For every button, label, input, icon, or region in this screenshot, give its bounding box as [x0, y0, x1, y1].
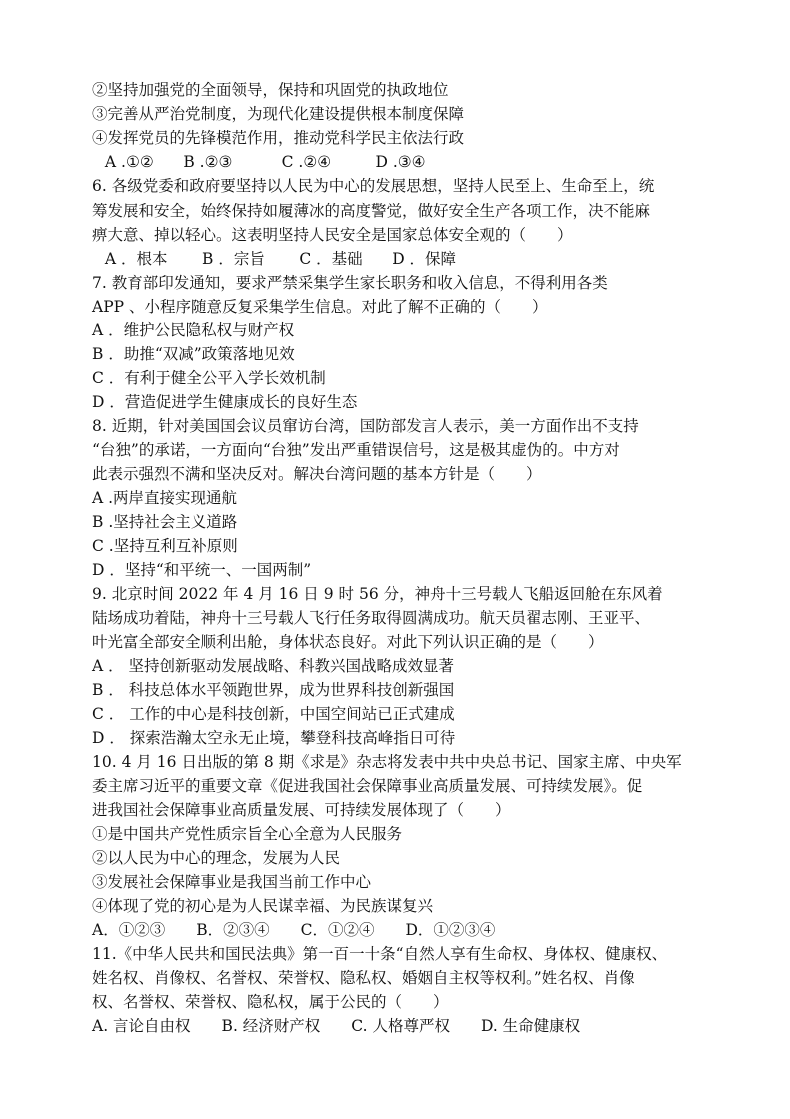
text-line: 此表示强烈不满和坚决反对。解决台湾问题的基本方针是（ ） [92, 465, 542, 483]
statement: ②以人民为中心的理念，发展为人民 [92, 849, 341, 867]
options-row: A. 言论自由权 B. 经济财产权 C. 人格尊严权 D. 生命健康权 [92, 1017, 581, 1035]
options-row: A ．根本 B ．宗旨 C ．基础 D ．保障 [100, 250, 457, 268]
text-line: 痹大意、掉以轻心。这表明坚持人民安全是国家总体安全观的（ ） [92, 226, 573, 244]
text-line: 叶光富全部安全顺利出舱，身体状态良好。对此下列认识正确的是（ ） [92, 633, 604, 651]
option: C ．有利于健全公平入学长效机制 [92, 369, 326, 387]
text-line: APP 、小程序随意反复采集学生信息。对此了解不正确的（ ） [92, 298, 548, 316]
text-line: 姓名权、肖像权、名誉权、荣誉权、隐私权、婚姻自主权等权利。”姓名权、肖像 [92, 969, 635, 987]
option: D ． 探索浩瀚太空永无止境，攀登科技高峰指日可待 [92, 729, 456, 747]
option: B ． 科技总体水平领跑世界，成为世界科技创新强国 [92, 681, 455, 699]
options-row: A .①② B .②③ C .②④ D .③④ [100, 153, 426, 171]
statement: ④体现了党的初心是为人民谋幸福、为民族谋复兴 [92, 897, 434, 915]
text-line: ②坚持加强党的全面领导，保持和巩固党的执政地位 [92, 81, 449, 99]
option: C .坚持互利互补原则 [92, 537, 238, 555]
option: A ． 坚持创新驱动发展战略、科教兴国战略成效显著 [92, 657, 455, 675]
question-7: 7. 教育部印发通知，要求严禁采集学生家长职务和收入信息，不得利用各类 [92, 274, 608, 292]
option: B ．助推“双减”政策落地见效 [92, 345, 295, 363]
text-line: 委主席习近平的重要文章《促进我国社会保障事业高质量发展、可持续发展》。促 [92, 777, 643, 795]
question-9: 9. 北京时间 2022 年 4 月 16 日 9 时 56 分，神舟十三号载人飞船返回舱在东风着 [92, 585, 663, 603]
options-row: A．①②③ B．②③④ C．①②④ D．①②③④ [92, 921, 496, 939]
option: A .两岸直接实现通航 [92, 489, 238, 507]
question-6: 6. 各级党委和政府要坚持以人民为中心的发展思想，坚持人民至上、生命至上，统 [92, 177, 655, 195]
option: B .坚持社会主义道路 [92, 513, 238, 531]
text-line: 进我国社会保障事业高质量发展、可持续发展体现了（ ） [92, 801, 511, 819]
text-line: ③完善从严治党制度，为现代化建设提供根本制度保障 [92, 105, 465, 123]
text-line: 筹发展和安全，始终保持如履薄冰的高度警觉，做好安全生产各项工作，决不能麻 [92, 202, 651, 220]
statement: ①是中国共产党性质宗旨全心全意为人民服务 [92, 825, 403, 843]
question-10: 10. 4 月 16 日出版的第 8 期《求是》杂志将发表中共中央总书记、国家主席、中央军 [92, 753, 682, 771]
question-8: 8. 近期，针对美国国会议员窜访台湾，国防部发言人表示，美一方面作出不支持 [92, 417, 639, 435]
text-line: 陆场成功着陆，神舟十三号载人飞行任务取得圆满成功。航天员翟志刚、王亚平、 [92, 609, 651, 627]
text-line: 权、名誉权、荣誉权、隐私权，属于公民的（ ） [92, 993, 449, 1011]
question-11: 11.《中华人民共和国民法典》第一百一十条“自然人享有生命权、身体权、健康权、 [92, 945, 668, 963]
statement: ③发展社会保障事业是我国当前工作中心 [92, 873, 372, 891]
text-line: ④发挥党员的先锋模范作用，推动党科学民主依法行政 [92, 129, 465, 147]
option: A ．维护公民隐私权与财产权 [92, 321, 295, 339]
option: D ．营造促进学生健康成长的良好生态 [92, 393, 358, 411]
text-line: “台独”的承诺，一方面向“台独”发出严重错误信号，这是极其虚伪的。中方对 [92, 441, 620, 459]
option: D ．坚持“和平统一、一国两制” [92, 561, 312, 579]
option: C ． 工作的中心是科技创新，中国空间站已正式建成 [92, 705, 455, 723]
